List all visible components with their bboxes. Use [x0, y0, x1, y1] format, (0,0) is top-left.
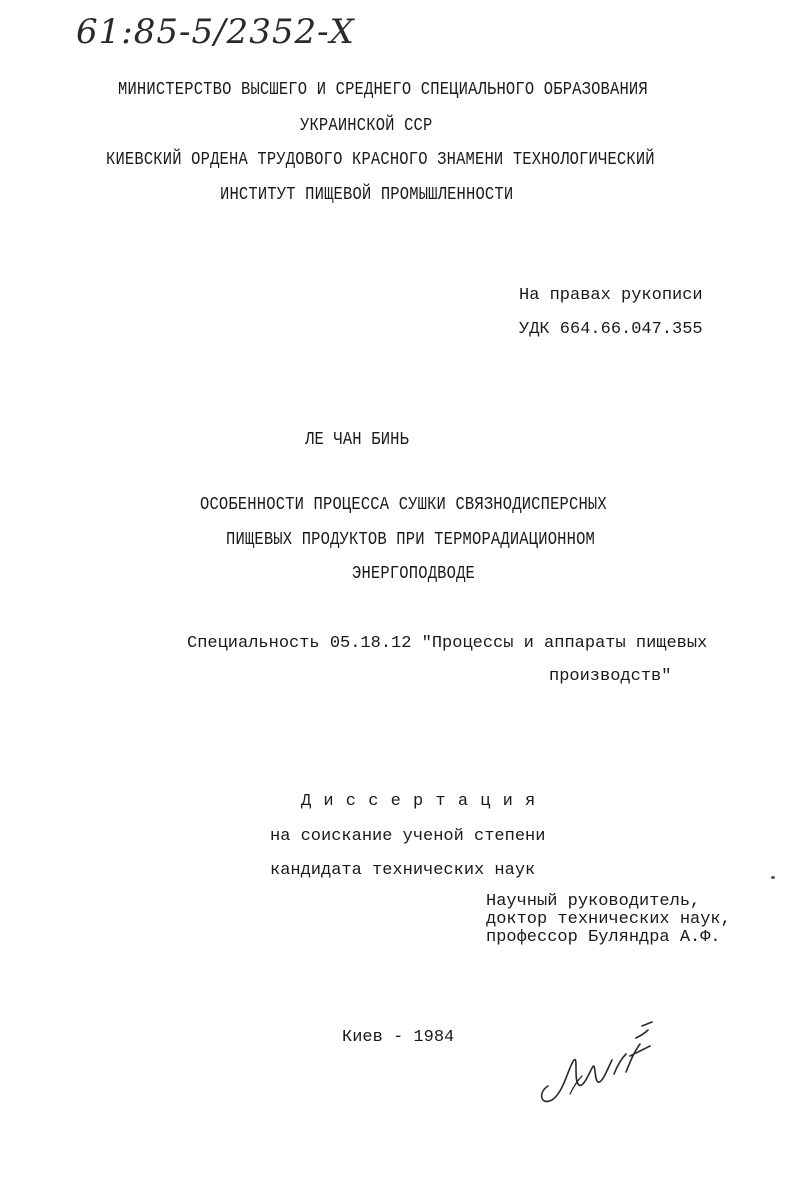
- thesis-title-line-2: ПИЩЕВЫХ ПРОДУКТОВ ПРИ ТЕРМОРАДИАЦИОННОМ: [226, 530, 596, 550]
- ink-speck: [771, 876, 775, 879]
- author-name: ЛЕ ЧАН БИНЬ: [305, 430, 410, 450]
- institute-line-2: ИНСТИТУТ ПИЩЕВОЙ ПРОМЫШЛЕННОСТИ: [220, 185, 514, 205]
- handwritten-signature: [530, 1016, 660, 1116]
- thesis-title-line-1: ОСОБЕННОСТИ ПРОЦЕССА СУШКИ СВЯЗНОДИСПЕРСНЫХ: [200, 495, 607, 515]
- handwritten-archive-code: 61:85-5/2352-Х: [76, 12, 355, 52]
- manuscript-rights: На правах рукописи: [519, 286, 703, 305]
- thesis-title-line-3: ЭНЕРГОПОДВОДЕ: [352, 564, 476, 584]
- dissertation-label: Д и с с е р т а ц и я: [301, 792, 537, 811]
- supervisor-line-1: Научный руководитель,: [486, 892, 701, 911]
- supervisor-line-3: профессор Буляндра А.Ф.: [486, 928, 721, 947]
- degree-line-2: кандидата технических наук: [270, 861, 536, 880]
- supervisor-line-2: доктор технических наук,: [486, 910, 731, 929]
- specialty-line-1: Специальность 05.18.12 "Процессы и аппараты пищевых: [187, 634, 708, 653]
- ministry-line-1: МИНИСТЕРСТВО ВЫСШЕГО И СРЕДНЕГО СПЕЦИАЛЬНОГО ОБРАЗОВАНИЯ: [118, 80, 648, 100]
- institute-line-1: КИЕВСКИЙ ОРДЕНА ТРУДОВОГО КРАСНОГО ЗНАМЕНИ ТЕХНОЛОГИЧЕСКИЙ: [106, 150, 655, 170]
- udk-code: УДК 664.66.047.355: [519, 320, 703, 339]
- specialty-line-2: производств": [549, 667, 672, 686]
- ministry-line-2: УКРАИНСКОЙ ССР: [300, 116, 433, 136]
- place-and-year: Киев - 1984: [342, 1028, 455, 1047]
- degree-line-1: на соискание ученой степени: [270, 827, 546, 846]
